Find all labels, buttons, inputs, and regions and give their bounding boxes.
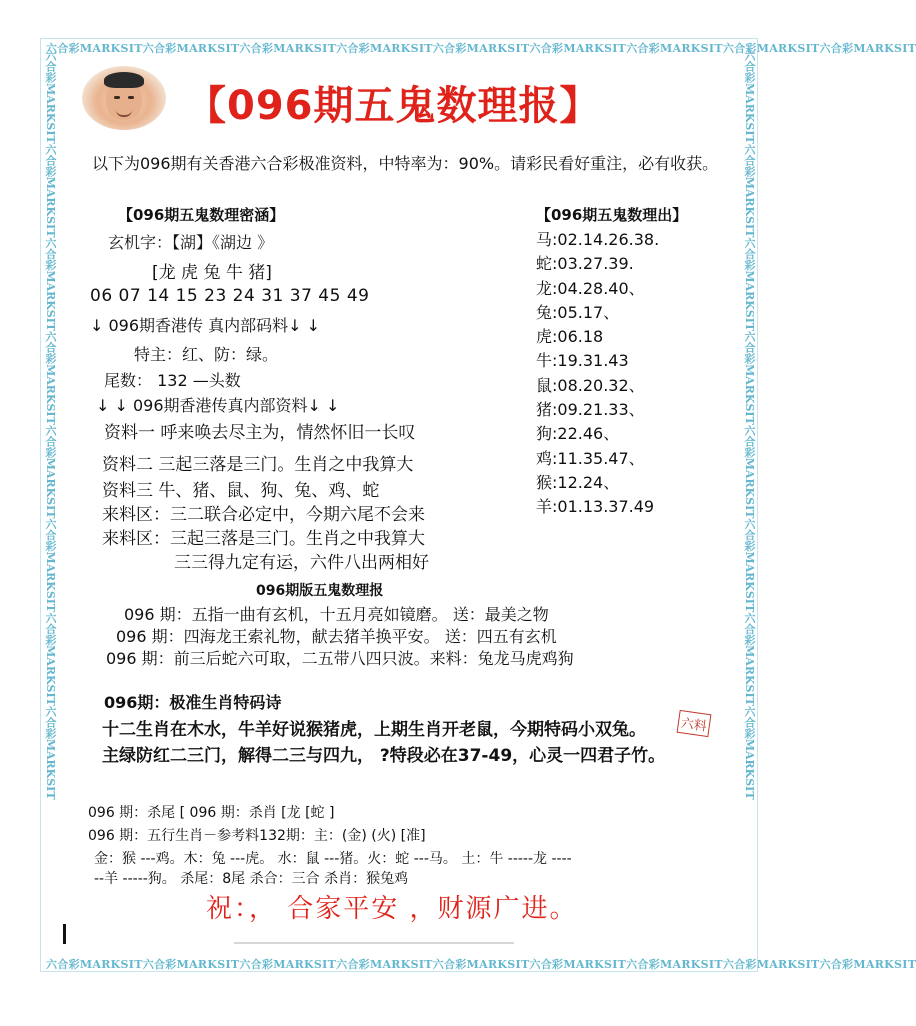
- list-item: 狗:22.46、: [536, 424, 620, 444]
- poem-line-1: 十二生肖在木水，牛羊好说猴猪虎，上期生肖开老鼠，今期特码小双兔。: [102, 720, 646, 740]
- mid-subtitle: 096期版五鬼数理报: [256, 583, 384, 599]
- laiqu-1: 来料区：三二联合必定中，今期六尾不会来: [102, 505, 425, 525]
- laiqu-3: 三三得九定有运，六件八出两相好: [174, 553, 429, 573]
- intro-text: 以下为096期有关香港六合彩极准资料，中特率为：90%。请彩民看好重注，必有收获。: [92, 154, 719, 173]
- xuanji-text: 玄机字：【湖】《湖边 》: [108, 233, 274, 252]
- list-item: 马:02.14.26.38.: [536, 230, 660, 249]
- laiqu-2: 来料区：三起三落是三门。生肖之中我算大: [102, 529, 425, 549]
- list-item: 龙:04.28.40、: [536, 278, 645, 298]
- mid-line-2: 096 期：四海龙王索礼物，献去猪羊换平安。 送：四五有玄机: [116, 627, 557, 646]
- bottom-line-2: 096 期：五行生肖－参考料132期：主：(金) (火) [准]: [88, 828, 426, 844]
- weishu-text: 尾数： 132 —头数: [104, 371, 241, 390]
- tezhu-text: 特主：红、防：绿。: [134, 345, 279, 364]
- bottom-line-1: 096 期：杀尾 [ 096 期：杀肖 [龙 [蛇 ]: [88, 805, 335, 821]
- zodiac-number-list: [536, 228, 659, 520]
- list-item: 兔:05.17、: [536, 302, 620, 322]
- list-item: 蛇:03.27.39.: [536, 254, 634, 274]
- avatar: [82, 66, 166, 130]
- mid-line-1: 096 期：五指一曲有玄机，十五月亮如镜磨。 送：最美之物: [124, 605, 549, 624]
- watermark-top: 六合彩MARKSIT六合彩MARKSIT六合彩MARKSIT六合彩MARKSIT六合彩MARKSIT六合彩MARKSIT六合彩MARKSIT六合彩MARKSIT六合彩MARKSIT: [46, 42, 916, 55]
- list-item: 鸡:11.35.47、: [536, 448, 645, 468]
- animals-text: [龙 虎 兔 牛 猪]: [152, 263, 272, 283]
- list-item: 羊:01.13.37.49: [536, 497, 655, 517]
- watermark-right: 六合彩MARKSIT六合彩MARKSIT六合彩MARKSIT六合彩MARKSIT六合彩MARKSIT六合彩MARKSIT六合彩MARKSIT六合彩MARKSIT: [743, 50, 756, 800]
- decor-smudge: [234, 942, 514, 944]
- inner-data-heading: ↓ ↓ 096期香港传真内部资料↓ ↓: [96, 396, 340, 415]
- ziliao-2: 资料二 三起三落是三门。生肖之中我算大: [102, 455, 414, 475]
- ziliao-1: 资料一 呼来唤去尽主为，情然怀旧一长叹: [104, 423, 416, 443]
- list-item: 牛:19.31.43: [536, 351, 629, 371]
- list-item: 猴:12.24、: [536, 472, 620, 492]
- watermark-left: 六合彩MARKSIT六合彩MARKSIT六合彩MARKSIT六合彩MARKSIT六合彩MARKSIT六合彩MARKSIT六合彩MARKSIT六合彩MARKSIT: [44, 50, 57, 800]
- bottom-line-4: --羊 -----狗。 杀尾：8尾 杀合：三合 杀肖：猴兔鸡: [94, 871, 409, 887]
- watermark-bottom: 六合彩MARKSIT六合彩MARKSIT六合彩MARKSIT六合彩MARKSIT六合彩MARKSIT六合彩MARKSIT六合彩MARKSIT六合彩MARKSIT六合彩MARKSIT: [46, 958, 916, 971]
- list-item: 虎:06.18: [536, 327, 604, 347]
- blessing-text: 祝：， 合家平安 ，财源广进。: [206, 894, 578, 924]
- mid-line-3: 096 期：前三后蛇六可取，二五带八四只波。来料：兔龙马虎鸡狗: [106, 649, 574, 668]
- poem-line-2: 主绿防红二三门，解得二三与四九， ?特段必在37-49，心灵一四君子竹。: [102, 746, 666, 766]
- page-title: 【096期五鬼数理报】: [186, 83, 601, 129]
- ziliao-3: 资料三 牛、猪、鼠、狗、兔、鸡、蛇: [102, 481, 380, 501]
- list-item: 鼠:08.20.32、: [536, 375, 645, 395]
- bottom-line-3: 金：猴 ---鸡。木：兔 ---虎。 水：鼠 ---猪。火：蛇 ---马。 土：牛 -----龙 ----: [94, 851, 572, 867]
- inner-code-heading: ↓ 096期香港传 真内部码料↓ ↓: [90, 316, 321, 335]
- numbers-text: 06 07 14 15 23 24 31 37 45 49: [90, 286, 370, 306]
- decor-bar: [63, 924, 66, 944]
- list-item: 猪:09.21.33、: [536, 400, 645, 420]
- poem-title: 096期：极准生肖特码诗: [104, 693, 282, 712]
- red-stamp: 六料: [677, 710, 712, 737]
- left-section-title: 【096期五鬼数理密涵】: [118, 206, 285, 224]
- right-section-title: 【096期五鬼数理出】: [536, 206, 688, 224]
